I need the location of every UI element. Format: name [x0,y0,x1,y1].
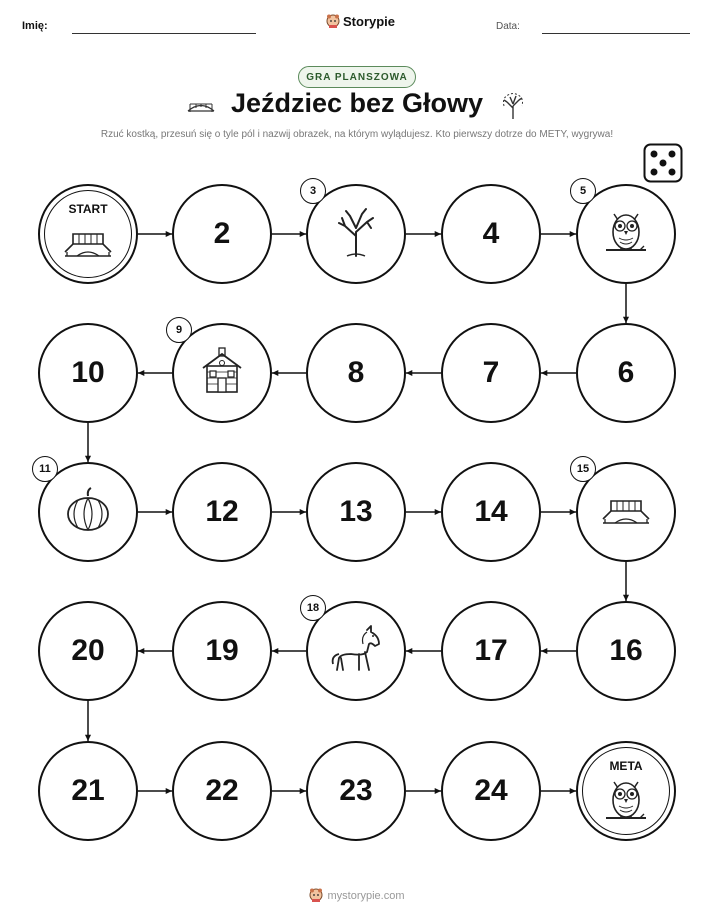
owl-icon [604,206,648,263]
space-number: 21 [71,774,105,807]
board-space-21 [38,741,138,841]
path-arrow [272,231,306,237]
tree-icon [333,206,379,263]
board-space-18 [306,601,406,701]
path-arrow [541,370,576,376]
board-space-3 [306,184,406,284]
path-arrow [272,788,306,794]
space-number: 19 [205,634,239,667]
finish-label: META [609,759,643,773]
space-number-badge: 3 [300,178,326,204]
path-arrow [272,509,306,515]
path-arrow [541,231,576,237]
bridge-icon [63,226,113,265]
path-arrow [406,231,441,237]
board-space-7 [441,323,541,423]
name-label: Imię: [22,20,48,32]
space-number: 7 [482,356,500,389]
instructions: Rzuć kostką, przesuń się o tyle pól i nazwij obrazek, na którym wylądujesz. Kto pierwszy dotrze do METY, wygrywa! [100,129,614,140]
board-space-12 [172,462,272,562]
board-space-2 [172,184,272,284]
board-space-23 [306,741,406,841]
category-badge: GRA PLANSZOWA [298,66,416,88]
space-number: 12 [205,495,239,528]
space-number: 13 [339,495,373,528]
path-arrow [85,423,91,462]
space-number-badge: 11 [32,456,58,482]
schoolhouse-icon [199,346,245,401]
space-number: 24 [474,774,508,807]
space-number: 20 [71,634,105,667]
path-arrow [406,509,441,515]
path-arrow [138,370,172,376]
start-space [38,184,138,284]
space-number: 4 [482,217,500,250]
space-number-badge: 15 [570,456,596,482]
owl-icon [604,774,648,831]
path-arrow [541,648,576,654]
storypie-mascot-small-icon [309,888,323,903]
finish-space [576,741,676,841]
path-arrow [85,701,91,741]
space-number-badge: 9 [166,317,192,343]
board-space-10 [38,323,138,423]
space-number: 2 [213,217,231,250]
board-space-8 [306,323,406,423]
path-arrow [406,370,441,376]
path-arrow [272,648,306,654]
pumpkin-icon [64,486,112,539]
path-arrow [623,284,629,323]
path-arrow [623,562,629,601]
path-arrow [541,509,576,515]
space-number: 23 [339,774,373,807]
board-space-4 [441,184,541,284]
space-number: 22 [205,774,239,807]
path-arrow [541,788,576,794]
horse-icon [329,624,383,679]
space-number: 10 [71,356,105,389]
space-number: 17 [474,634,508,667]
board-space-11 [38,462,138,562]
footer-url[interactable]: mystorypie.com [327,889,405,902]
board-space-6 [576,323,676,423]
board-space-5 [576,184,676,284]
space-number: 14 [474,495,508,528]
board-space-13 [306,462,406,562]
page-title: Jeździec bez Głowy [230,88,484,118]
board-space-14 [441,462,541,562]
start-label: START [68,202,108,216]
path-arrow [138,788,172,794]
path-arrow [406,648,441,654]
board-space-22 [172,741,272,841]
space-number: 8 [347,356,365,389]
space-number: 16 [609,634,643,667]
footer [0,888,714,903]
board-space-19 [172,601,272,701]
brand-name: Storypie [343,14,396,29]
board-space-17 [441,601,541,701]
date-label: Data: [496,21,520,32]
space-number-badge: 5 [570,178,596,204]
board-space-24 [441,741,541,841]
space-number-badge: 18 [300,595,326,621]
board-space-9 [172,323,272,423]
path-arrow [138,231,172,237]
path-arrow [138,648,172,654]
space-number: 6 [617,356,635,389]
bridge-icon [601,493,651,532]
board-space-20 [38,601,138,701]
board-space-16 [576,601,676,701]
path-arrow [138,509,172,515]
path-arrow [272,370,306,376]
path-arrow [406,788,441,794]
board-space-15 [576,462,676,562]
